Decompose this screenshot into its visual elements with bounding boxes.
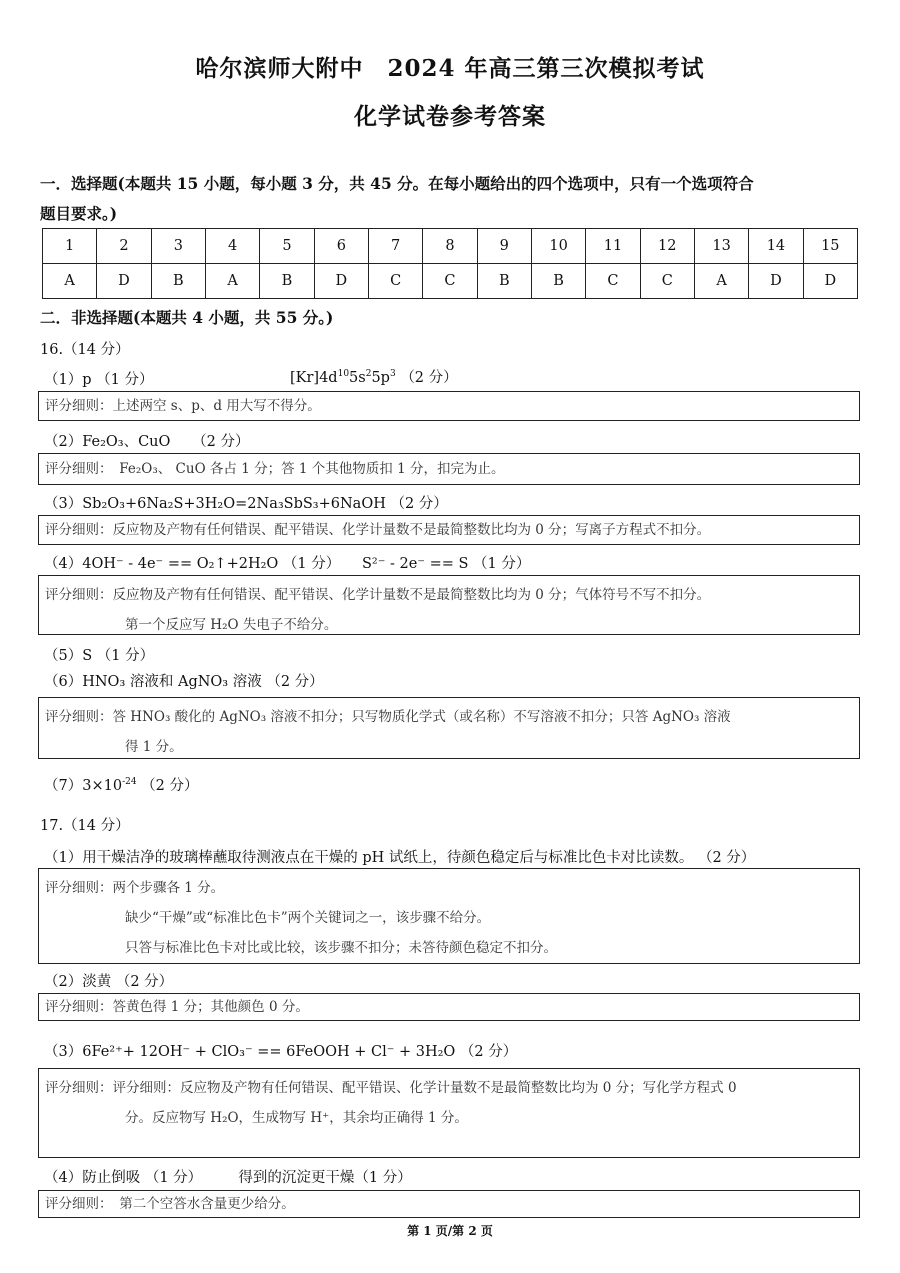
q16-part5-answer: （5）S （1 分） <box>44 648 155 664</box>
q17-part3-answer: （3）6Fe²⁺+ 12OH⁻ + ClO₃⁻ == 6FeOOH + Cl⁻ + 3H₂O （2 分） <box>44 1044 518 1060</box>
answer-choice-cell: B <box>260 264 314 299</box>
question-number-cell: 13 <box>694 229 748 264</box>
q16-part1-answer-b: $[Kr]4d^{10}5s^25p^3$ （2 分） <box>290 369 458 386</box>
q16-part6-answer: （6）HNO₃ 溶液和 AgNO₃ 溶液 （2 分） <box>44 674 324 690</box>
q16-note2: 评分细则： Fe₂O₃、 CuO 各占 1 分；答 1 个其他物质扣 1 分，扣完为止。 <box>38 453 860 485</box>
question-number-cell: 12 <box>640 229 694 264</box>
section1-heading-line2: 题目要求。) <box>40 204 118 223</box>
question-number-cell: 2 <box>97 229 151 264</box>
q17-title: 17.（14 分） <box>40 818 130 834</box>
question-number-cell: 5 <box>260 229 314 264</box>
question-number-cell: 3 <box>151 229 205 264</box>
answer-choice-cell: B <box>477 264 531 299</box>
question-number-cell: 10 <box>531 229 585 264</box>
answer-table-number-row <box>43 229 858 264</box>
answer-table <box>42 228 858 299</box>
q17-note1: 评分细则：两个步骤各 1 分。 缺少“干燥”或“标准比色卡”两个关键词之一，该步骤不给分。 只答与标准比色卡对比或比较，该步骤不扣分；未答待颜色稳定不扣分。 <box>38 868 860 964</box>
q17-part4-answer: （4）防止倒吸 （1 分） 得到的沉淀更干燥（1 分） <box>44 1170 412 1186</box>
q17-part1-answer: （1）用干燥洁净的玻璃棒蘸取待测液点在干燥的 pH 试纸上，待颜色稳定后与标准比色卡对比读数。 （2 分） <box>44 850 756 866</box>
section1-heading-line1: 一．选择题(本题共 15 小题，每小题 3 分，共 45 分。在每小题给出的四个选项中，只有一个选项符合 <box>40 174 754 193</box>
question-number-cell: 6 <box>314 229 368 264</box>
answer-choice-cell: C <box>368 264 422 299</box>
q16-title: 16.（14 分） <box>40 342 130 358</box>
document-title: 哈尔滨师大附中 2024 年高三第三次模拟考试 <box>195 55 705 82</box>
q16-part3-answer: （3）Sb₂O₃+6Na₂S+3H₂O=2Na₃SbS₃+6NaOH （2 分） <box>44 496 448 512</box>
answer-choice-cell: B <box>151 264 205 299</box>
question-number-cell: 9 <box>477 229 531 264</box>
question-number-cell: 7 <box>368 229 422 264</box>
answer-choice-cell: C <box>586 264 640 299</box>
answer-choice-cell: D <box>749 264 803 299</box>
question-number-cell: 4 <box>205 229 259 264</box>
page-number: 第 1 页/第 2 页 <box>407 1224 493 1238</box>
section2-heading: 二．非选择题(本题共 4 小题，共 55 分。) <box>40 308 334 327</box>
answer-choice-cell: A <box>205 264 259 299</box>
question-number-cell: 14 <box>749 229 803 264</box>
answer-choice-cell: D <box>97 264 151 299</box>
q17-note4: 评分细则： 第二个空答水含量更少给分。 <box>38 1190 860 1218</box>
q17-note3: 评分细则：评分细则：反应物及产物有任何错误、配平错误、化学计量数不是最简整数比均为 0 分；写化学方程式 0 分。反应物写 H₂O，生成物写 H⁺，其余均正确得 1 分。 <box>38 1068 860 1158</box>
answer-choice-cell: A <box>43 264 97 299</box>
q16-note4: 评分细则：反应物及产物有任何错误、配平错误、化学计量数不是最简整数比均为 0 分；气体符号不写不扣分。 第一个反应写 H₂O 失电子不给分。 <box>38 575 860 635</box>
q16-part2-answer: （2）Fe₂O₃、CuO （2 分） <box>44 434 250 450</box>
question-number-cell: 11 <box>586 229 640 264</box>
q16-note1: 评分细则：上述两空 s、p、d 用大写不得分。 <box>38 391 860 421</box>
q16-note6: 评分细则：答 HNO₃ 酸化的 AgNO₃ 溶液不扣分；只写物质化学式（或名称）不写溶液不扣分；只答 AgNO₃ 溶液 得 1 分。 <box>38 697 860 759</box>
answer-choice-cell: A <box>694 264 748 299</box>
q17-part2-answer: （2）淡黄 （2 分） <box>44 974 174 990</box>
answer-choice-cell: D <box>803 264 857 299</box>
q17-note2: 评分细则：答黄色得 1 分；其他颜色 0 分。 <box>38 993 860 1021</box>
question-number-cell: 1 <box>43 229 97 264</box>
answer-choice-cell: B <box>531 264 585 299</box>
answer-choice-cell: D <box>314 264 368 299</box>
q16-note3: 评分细则：反应物及产物有任何错误、配平错误、化学计量数不是最简整数比均为 0 分；写离子方程式不扣分。 <box>38 515 860 545</box>
question-number-cell: 15 <box>803 229 857 264</box>
document-subtitle: 化学试卷参考答案 <box>354 103 546 130</box>
answer-table-answer-row <box>43 264 858 299</box>
question-number-cell: 8 <box>423 229 477 264</box>
q16-part4-answer: （4）4OH⁻ - 4e⁻ == O₂↑+2H₂O （1 分） S²⁻ - 2e⁻ == S （1 分） <box>44 556 531 572</box>
answer-choice-cell: C <box>640 264 694 299</box>
q16-part7-answer: $(7)3\times 10^{-24}$ （2 分） <box>44 777 199 794</box>
q16-part1-answer-a: （1）p （1 分） <box>44 372 154 388</box>
answer-choice-cell: C <box>423 264 477 299</box>
